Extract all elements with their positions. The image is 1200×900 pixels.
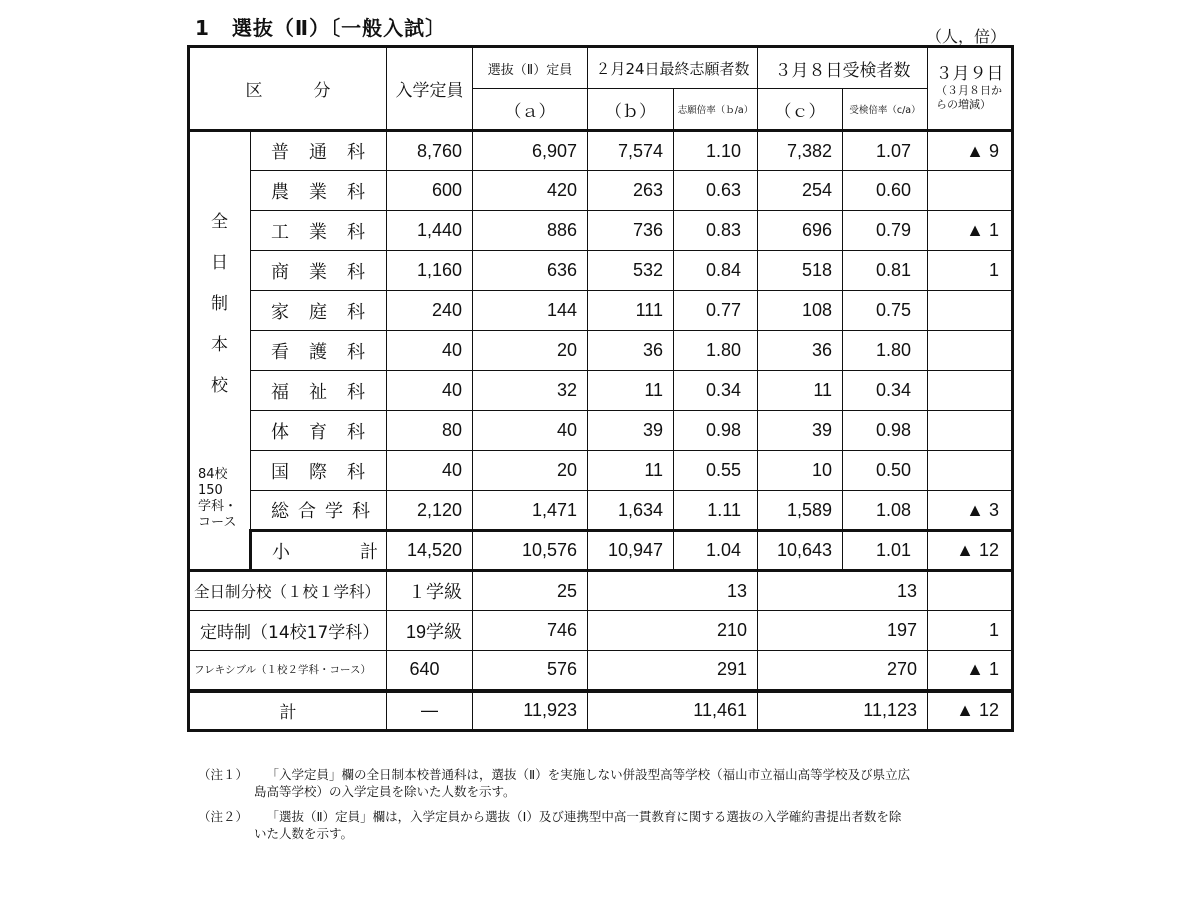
applicant-ratio: 0.98	[674, 411, 758, 451]
capacity: 40	[387, 331, 473, 371]
capacity: 19学級	[387, 611, 473, 651]
subject-label: 国際科	[251, 451, 387, 491]
capacity: 80	[387, 411, 473, 451]
applicants: 1,634	[588, 491, 674, 531]
header-row-1	[189, 47, 1013, 89]
table-row	[189, 171, 1013, 211]
note-2	[198, 808, 1008, 842]
applicants: 111	[588, 291, 674, 331]
capacity: １学級	[387, 571, 473, 611]
applicants: 11,461	[588, 691, 758, 731]
selection-capacity: 40	[473, 411, 588, 451]
change: ▲ 1	[928, 651, 1013, 691]
applicant-ratio: 0.55	[674, 451, 758, 491]
change: ▲ 3	[928, 491, 1013, 531]
examinee-ratio: 0.60	[843, 171, 928, 211]
applicant-ratio: 0.83	[674, 211, 758, 251]
applicants: 11	[588, 371, 674, 411]
selection-capacity: 1,471	[473, 491, 588, 531]
applicant-ratio: 0.34	[674, 371, 758, 411]
table-row	[189, 331, 1013, 371]
capacity: 8,760	[387, 131, 473, 171]
table-row	[189, 451, 1013, 491]
change: ▲ 12	[928, 691, 1013, 731]
examinees: 10,643	[758, 531, 843, 571]
applicant-ratio: 1.80	[674, 331, 758, 371]
examinee-ratio: 0.34	[843, 371, 928, 411]
applicants: 10,947	[588, 531, 674, 571]
examinees: 1,589	[758, 491, 843, 531]
examinees: 10	[758, 451, 843, 491]
capacity: 600	[387, 171, 473, 211]
selection-capacity: 10,576	[473, 531, 588, 571]
section-title: 選抜（Ⅱ）〔一般入試〕	[231, 16, 447, 40]
change	[928, 291, 1013, 331]
header-examinee-ratio: 受検倍率（c/a）	[843, 89, 928, 131]
selection-capacity: 886	[473, 211, 588, 251]
change	[928, 411, 1013, 451]
applicants: 7,574	[588, 131, 674, 171]
header-change	[928, 47, 1013, 131]
examinee-ratio: 0.75	[843, 291, 928, 331]
header-category: 区 分	[189, 47, 387, 131]
total-label: 計	[189, 691, 387, 731]
examinees: 696	[758, 211, 843, 251]
applicants: 210	[588, 611, 758, 651]
examinees: 197	[758, 611, 928, 651]
subject-label: 福祉科	[251, 371, 387, 411]
total-row	[189, 691, 1013, 731]
header-c: （ｃ）	[758, 89, 843, 131]
examinee-ratio: 0.81	[843, 251, 928, 291]
applicants: 736	[588, 211, 674, 251]
capacity: 2,120	[387, 491, 473, 531]
note-body: 「入学定員」欄の全日制本校普通科は，選抜（Ⅱ）を実施しない併設型高等学校（福山市立福山高等学校及び県立広 島高等学校）の入学定員を除いた人数を示す。	[254, 767, 911, 799]
applicant-ratio: 0.77	[674, 291, 758, 331]
change: ▲ 1	[928, 211, 1013, 251]
selection-capacity: 6,907	[473, 131, 588, 171]
header-change-sub: （３月８日からの増減）	[936, 84, 1002, 111]
examinee-ratio: 1.08	[843, 491, 928, 531]
selection-capacity: 420	[473, 171, 588, 211]
row-label: 定時制（14校17学科）	[189, 611, 387, 651]
table-row	[189, 491, 1013, 531]
capacity: ―	[387, 691, 473, 731]
selection-capacity: 576	[473, 651, 588, 691]
header-b: （ｂ）	[588, 89, 674, 131]
applicant-ratio: 1.04	[674, 531, 758, 571]
table-row	[189, 371, 1013, 411]
applicant-ratio: 1.10	[674, 131, 758, 171]
table-row	[189, 291, 1013, 331]
row-label: フレキシブル（１校２学科・コース）	[189, 651, 387, 691]
change: ▲ 12	[928, 531, 1013, 571]
applicants: 291	[588, 651, 758, 691]
header-a: （ａ）	[473, 89, 588, 131]
table-row	[189, 571, 1013, 611]
change	[928, 171, 1013, 211]
subject-label: 商業科	[251, 251, 387, 291]
examinees: 108	[758, 291, 843, 331]
group-label-full-time: 全 日 制 本 校 84校 150 学科・ コース	[189, 131, 251, 571]
admissions-table	[187, 45, 1014, 732]
change	[928, 451, 1013, 491]
table-row	[189, 131, 1013, 171]
capacity: 40	[387, 371, 473, 411]
note-1	[198, 766, 1008, 800]
capacity: 640	[387, 651, 473, 691]
change: ▲ 9	[928, 131, 1013, 171]
subtotal-row	[189, 531, 1013, 571]
applicant-ratio: 0.63	[674, 171, 758, 211]
section-number: 1	[195, 16, 210, 40]
subject-label: 工業科	[251, 211, 387, 251]
row-label: 全日制分校（１校１学科）	[189, 571, 387, 611]
selection-capacity: 20	[473, 451, 588, 491]
selection-capacity: 25	[473, 571, 588, 611]
capacity: 240	[387, 291, 473, 331]
applicants: 11	[588, 451, 674, 491]
subtotal-label: 小 計	[251, 531, 387, 571]
selection-capacity: 144	[473, 291, 588, 331]
examinee-ratio: 1.80	[843, 331, 928, 371]
unit-label: （人，倍）	[926, 27, 1007, 46]
applicants: 39	[588, 411, 674, 451]
capacity: 1,440	[387, 211, 473, 251]
table-row	[189, 251, 1013, 291]
note-tag: （注１）	[198, 767, 249, 782]
header-examinees: ３月８日受検者数	[758, 47, 928, 89]
subject-label: 看護科	[251, 331, 387, 371]
capacity: 1,160	[387, 251, 473, 291]
table-row	[189, 611, 1013, 651]
change	[928, 571, 1013, 611]
examinees: 11	[758, 371, 843, 411]
note-tag: （注２）	[198, 809, 249, 824]
examinees: 254	[758, 171, 843, 211]
examinees: 36	[758, 331, 843, 371]
table-row	[189, 411, 1013, 451]
note-body: 「選抜（Ⅱ）定員」欄は，入学定員から選抜（Ⅰ）及び連携型中高一貫教育に関する選抜の入学確約書提出者数を除 いた人数を示す。	[254, 809, 902, 841]
selection-capacity: 636	[473, 251, 588, 291]
change	[928, 331, 1013, 371]
examinees: 11,123	[758, 691, 928, 731]
selection-capacity: 746	[473, 611, 588, 651]
examinees: 7,382	[758, 131, 843, 171]
examinees: 518	[758, 251, 843, 291]
header-change-date: ３月９日	[935, 64, 1004, 85]
applicants: 13	[588, 571, 758, 611]
header-capacity: 入学定員	[387, 47, 473, 131]
capacity: 14,520	[387, 531, 473, 571]
examinees: 270	[758, 651, 928, 691]
examinee-ratio: 1.01	[843, 531, 928, 571]
header-selection-capacity: 選抜（Ⅱ）定員	[473, 47, 588, 89]
applicant-ratio: 1.11	[674, 491, 758, 531]
school-count: 84校 150 学科・ コース	[198, 467, 238, 530]
selection-capacity: 20	[473, 331, 588, 371]
table-row	[189, 651, 1013, 691]
subject-label: 農業科	[251, 171, 387, 211]
subject-label: 体育科	[251, 411, 387, 451]
applicants: 263	[588, 171, 674, 211]
subject-label: 家庭科	[251, 291, 387, 331]
change: 1	[928, 251, 1013, 291]
subject-label: 総合学科	[251, 491, 387, 531]
capacity: 40	[387, 451, 473, 491]
examinee-ratio: 0.79	[843, 211, 928, 251]
selection-capacity: 11,923	[473, 691, 588, 731]
change: 1	[928, 611, 1013, 651]
table-row	[189, 211, 1013, 251]
applicants: 36	[588, 331, 674, 371]
header-applicants: ２月24日最終志願者数	[588, 47, 758, 89]
examinee-ratio: 0.50	[843, 451, 928, 491]
applicant-ratio: 0.84	[674, 251, 758, 291]
change	[928, 371, 1013, 411]
page-title	[195, 12, 446, 41]
selection-capacity: 32	[473, 371, 588, 411]
applicants: 532	[588, 251, 674, 291]
examinees: 39	[758, 411, 843, 451]
examinee-ratio: 1.07	[843, 131, 928, 171]
examinee-ratio: 0.98	[843, 411, 928, 451]
header-applicant-ratio: 志願倍率（ｂ/a）	[674, 89, 758, 131]
footnotes	[198, 766, 1008, 850]
examinees: 13	[758, 571, 928, 611]
subject-label: 普通科	[251, 131, 387, 171]
